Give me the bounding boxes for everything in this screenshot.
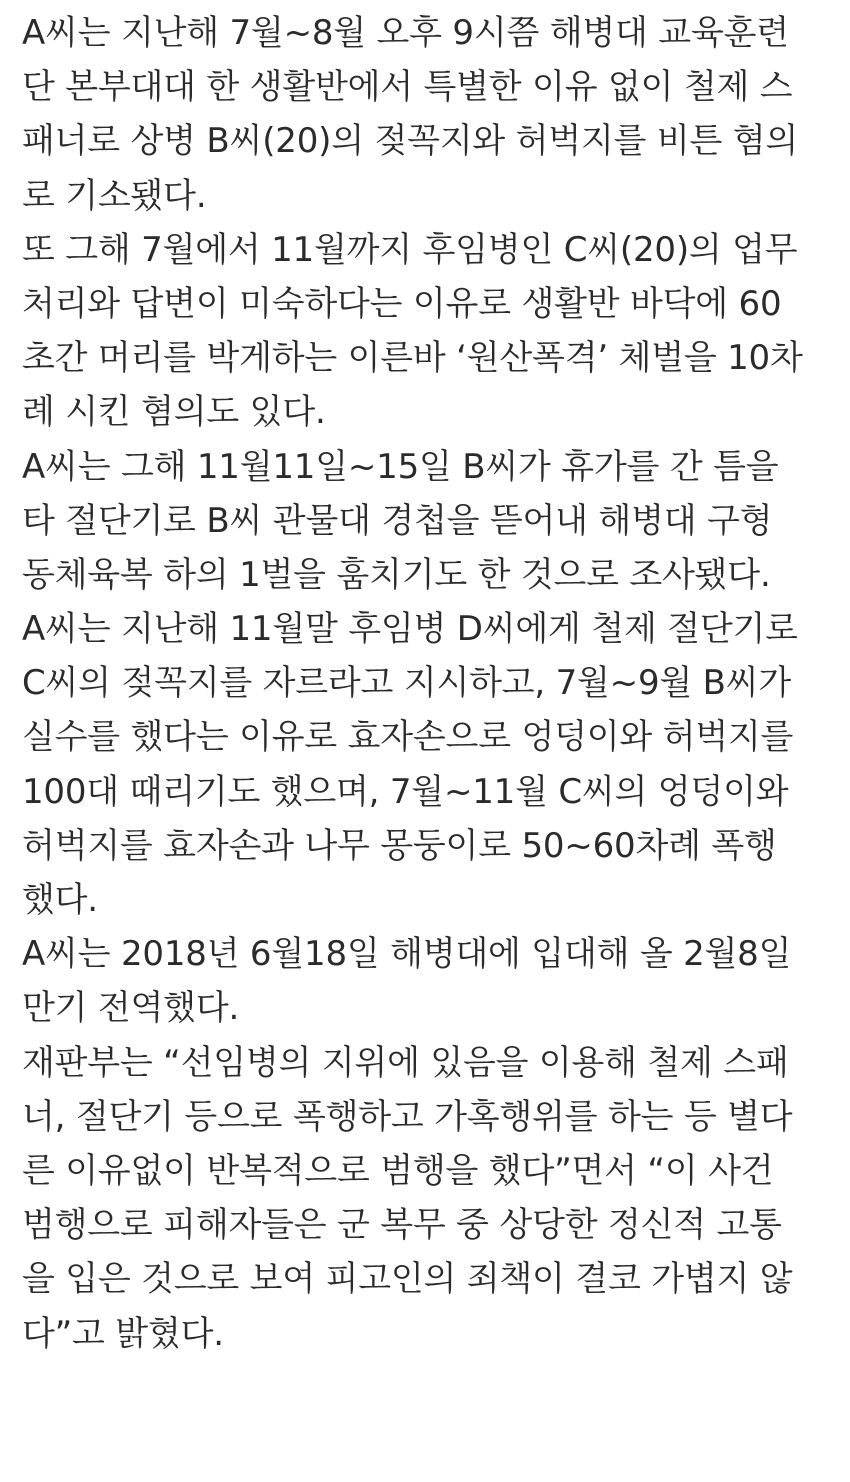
text-line: 100대 때리기도 했으며, 7월~11월 C씨의 엉덩이와 <box>22 771 789 812</box>
text-line: 다”고 밝혔다. <box>22 1313 224 1354</box>
text-line: A씨는 지난해 7월~8월 오후 9시쯤 해병대 교육훈련 <box>22 13 789 53</box>
text-line: 타 절단기로 B씨 관물대 경첩을 뜯어내 해병대 구형 <box>22 500 773 541</box>
article-body <box>22 6 832 1361</box>
text-line: A씨는 지난해 11월말 후임병 D씨에게 철제 절단기로 <box>22 609 798 650</box>
text-line: 범행으로 피해자들은 군 복무 중 상당한 정신적 고통 <box>22 1205 782 1246</box>
text-line: 했다. <box>22 880 98 920</box>
text-line: 동체육복 하의 1벌을 훔치기도 한 것으로 조사됐다. <box>22 554 771 595</box>
text-line: 처리와 답변이 미숙하다는 이유로 생활반 바닥에 60 <box>22 283 782 324</box>
text-line: 초간 머리를 박게하는 이른바 ‘원산폭격’ 체벌을 10차 <box>22 338 803 379</box>
text-line: 실수를 했다는 이유로 효자손으로 엉덩이와 허벅지를 <box>22 717 794 758</box>
text-line: C씨의 젖꼭지를 자르라고 지시하고, 7월~9월 B씨가 <box>22 663 792 704</box>
text-line: 단 본부대대 한 생활반에서 특별한 이유 없이 철제 스 <box>22 67 793 108</box>
text-line: 허벅지를 효자손과 나무 몽둥이로 50~60차례 폭행 <box>22 825 777 866</box>
text-line: 례 시킨 혐의도 있다. <box>22 392 326 433</box>
text-line: 재판부는 “선임병의 지위에 있음을 이용해 철제 스패 <box>22 1042 789 1083</box>
text-line: 패너로 상병 B씨(20)의 젖꼭지와 허벅지를 비튼 혐의 <box>22 121 798 162</box>
text-line: A씨는 그해 11월11일~15일 B씨가 휴가를 간 틈을 <box>22 446 779 487</box>
text-line: 너, 절단기 등으로 폭행하고 가혹행위를 하는 등 별다 <box>22 1096 793 1137</box>
text-line: 로 기소됐다. <box>22 175 207 216</box>
text-line: 을 입은 것으로 보여 피고인의 죄책이 결코 가볍지 않 <box>22 1259 793 1300</box>
text-line: 만기 전역했다. <box>22 988 240 1029</box>
text-line: 또 그해 7월에서 11월까지 후임병인 C씨(20)의 업무 <box>22 229 798 270</box>
text-line: 른 이유없이 반복적으로 범행을 했다”면서 “이 사건 <box>22 1150 774 1191</box>
text-line: A씨는 2018년 6월18일 해병대에 입대해 올 2월8일 <box>22 934 792 975</box>
